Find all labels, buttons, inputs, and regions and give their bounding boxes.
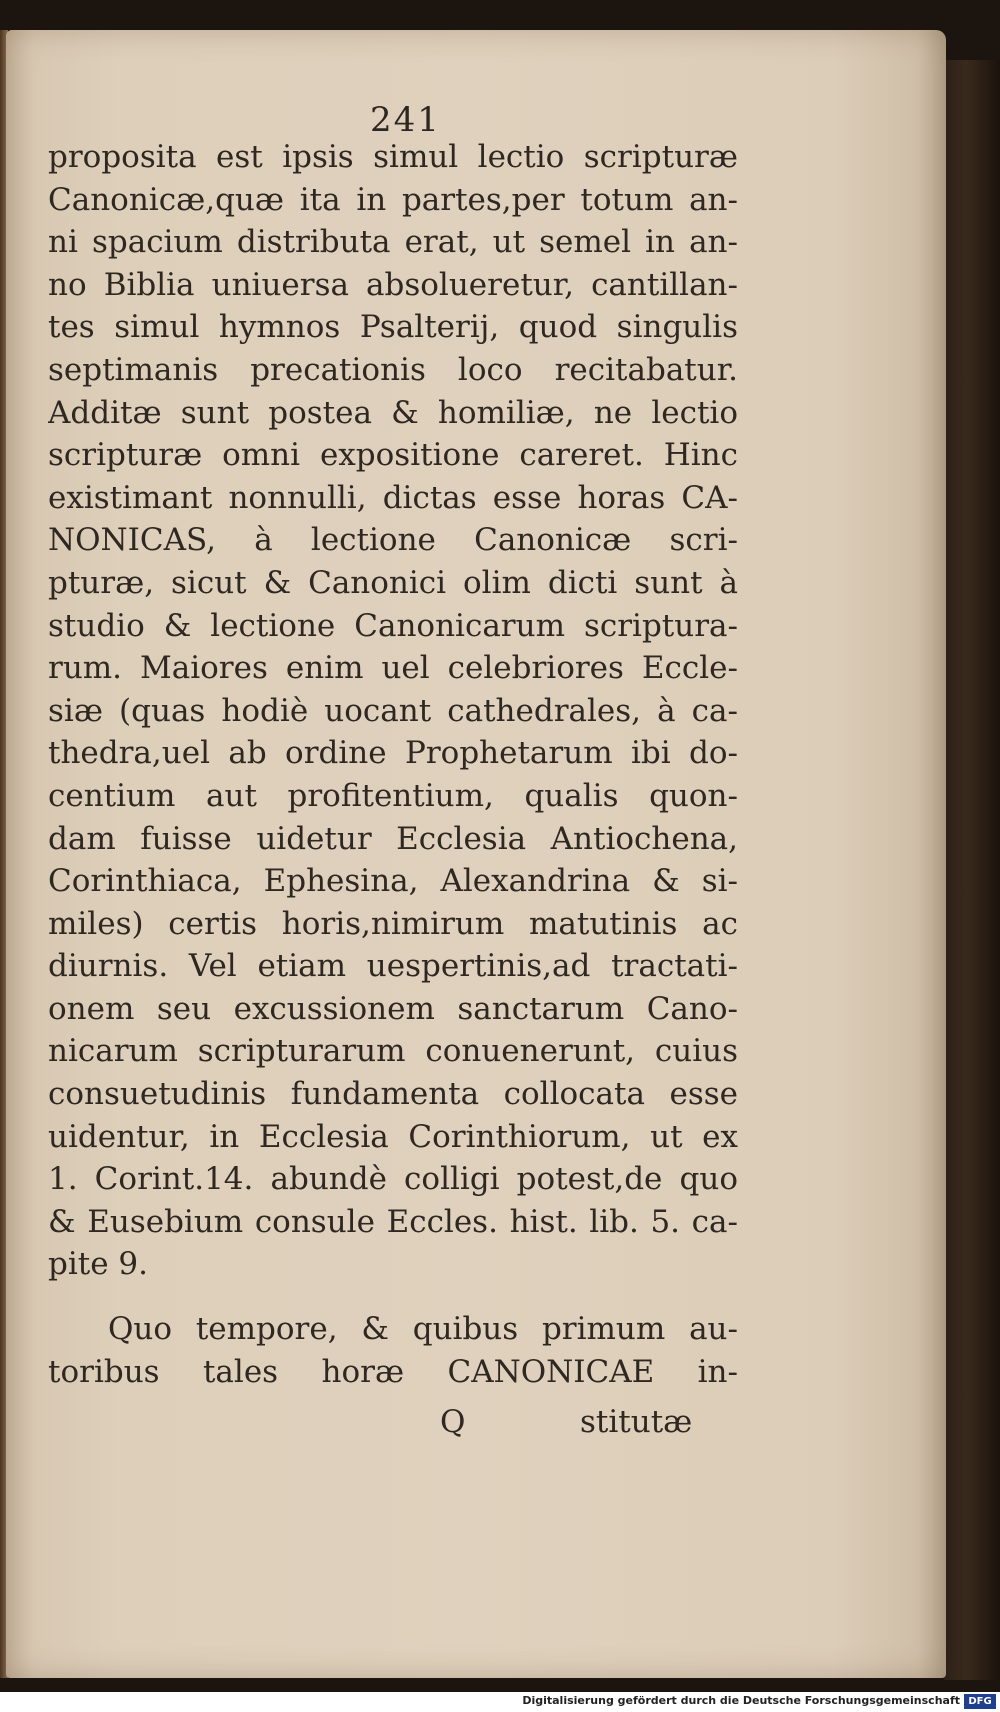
page-number: 241 — [370, 100, 441, 140]
text-line: uidentur, in Ecclesia Corinthiorum, ut ex — [48, 1118, 738, 1155]
text-line: toribus tales horæ CANONICAE in- — [48, 1353, 738, 1390]
catchword: stitutæ — [580, 1404, 693, 1440]
text-line: siæ (quas hodiè uocant cathedrales, à ca- — [48, 692, 738, 729]
text-line: Quo tempore, & quibus primum au- — [108, 1311, 738, 1348]
text-line: Canonicæ,quæ ita in partes,per totum an- — [48, 181, 738, 218]
text-line: septimanis precationis loco recitabatur. — [48, 351, 738, 388]
text-line: Corinthiaca, Ephesina, Alexandrina & si- — [48, 863, 738, 900]
signature-mark: Q — [440, 1404, 466, 1440]
text-line: scripturæ omni expositione careret. Hinc — [48, 437, 738, 474]
text-line: pite 9. — [48, 1246, 148, 1283]
text-line: existimant nonnulli, dictas esse horas CA- — [48, 479, 738, 516]
text-line: pturæ, sicut & Canonici olim dicti sunt à — [48, 564, 738, 601]
text-line: Additæ sunt postea & homiliæ, ne lectio — [48, 394, 738, 431]
text-line: centium aut profitentium, qualis quon- — [48, 777, 738, 814]
text-line: thedra,uel ab ordine Prophetarum ibi do- — [48, 735, 738, 772]
text-line: studio & lectione Canonicarum scriptura- — [48, 607, 738, 644]
page-foot — [0, 1404, 740, 1446]
text-line: onem seu excussionem sanctarum Cano- — [48, 990, 738, 1027]
text-line: miles) certis horis,nimirum matutinis ac — [48, 905, 738, 942]
main-text — [48, 136, 738, 1393]
digitization-footer — [0, 1692, 1000, 1712]
text-line: 1. Corint.14. abundè colligi potest,de quo — [48, 1161, 738, 1198]
text-line: diurnis. Vel etiam uespertinis,ad tractati- — [48, 948, 738, 985]
text-line: rum. Maiores enim uel celebriores Eccle- — [48, 650, 738, 687]
text-line: dam fuisse uidetur Ecclesia Antiochena, — [48, 820, 738, 857]
paragraph-gap — [48, 1286, 738, 1308]
book-edge-right — [944, 60, 1000, 1680]
dfg-logo: DFG — [964, 1694, 996, 1709]
text-line: nicarum scripturarum conuenerunt, cuius — [48, 1033, 738, 1070]
text-line: ni spacium distributa erat, ut semel in an- — [48, 224, 738, 261]
footer-credit: Digitalisierung gefördert durch die Deutsche Forschungsgemeinschaft — [522, 1694, 960, 1707]
text-line: & Eusebium consule Eccles. hist. lib. 5. ca- — [48, 1203, 738, 1240]
text-line: proposita est ipsis simul lectio scripturæ — [48, 139, 738, 175]
text-line: tes simul hymnos Psalterij, quod singulis — [48, 309, 738, 346]
text-line: no Biblia uniuersa absolueretur, cantillan- — [48, 266, 738, 303]
text-line: consuetudinis fundamenta collocata esse — [48, 1076, 738, 1113]
text-line: NONICAS, à lectione Canonicæ scri- — [48, 522, 738, 559]
